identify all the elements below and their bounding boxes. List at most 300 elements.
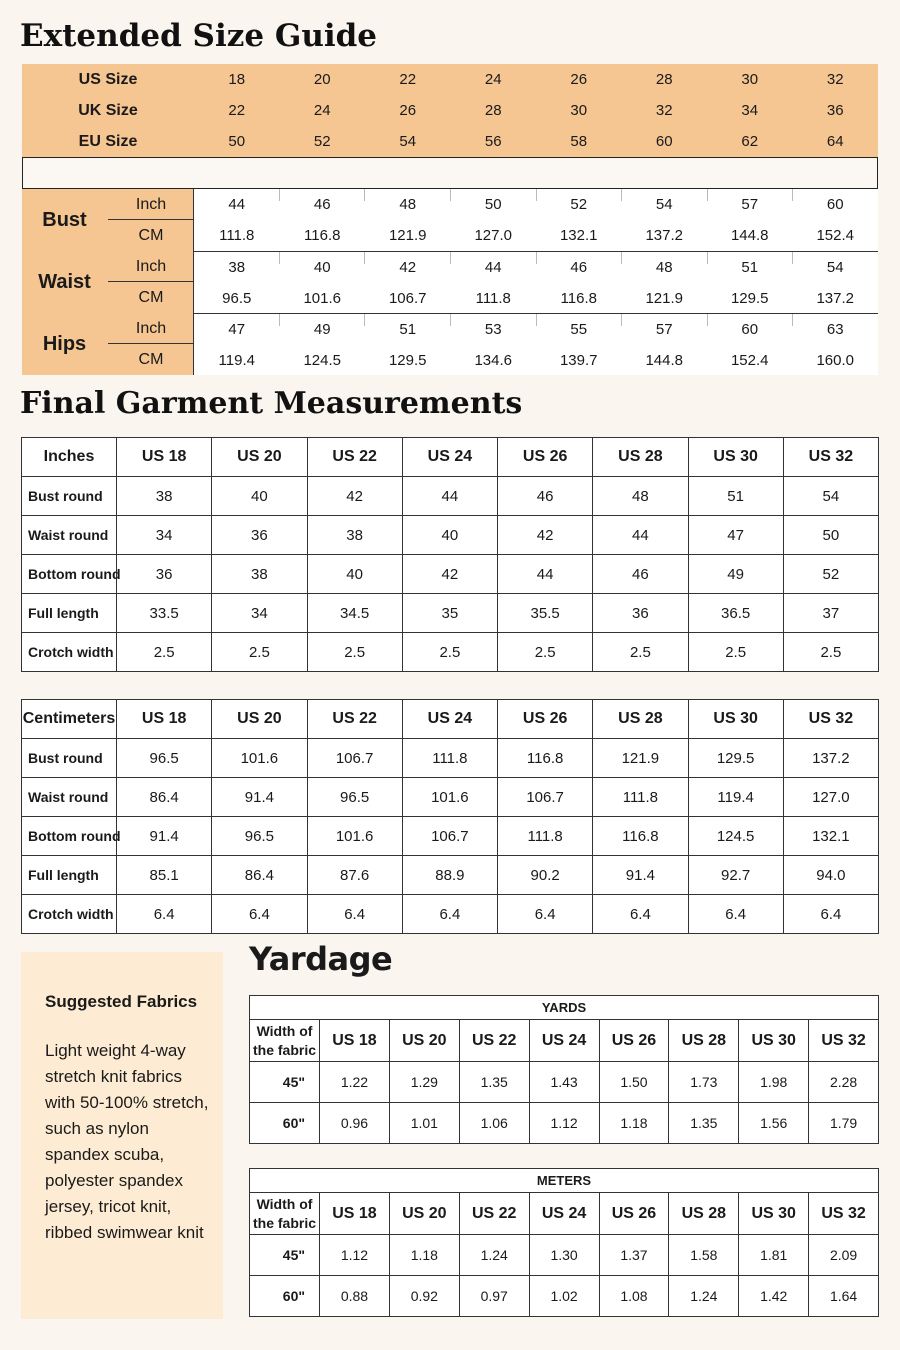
size-system-label: US Size bbox=[78, 70, 138, 88]
unit-label: Inch bbox=[135, 257, 167, 275]
measurement-name: Bust bbox=[42, 208, 87, 231]
size-column-header: US 18 bbox=[117, 438, 212, 477]
measurement-value: 36.5 bbox=[688, 594, 783, 633]
yardage-value: 1.01 bbox=[389, 1103, 459, 1144]
inch-value: 38 bbox=[228, 259, 246, 276]
inch-row bbox=[194, 189, 878, 220]
yardage-value: 0.88 bbox=[320, 1276, 390, 1317]
measurement-value: 35.5 bbox=[498, 594, 593, 633]
suggested-fabrics-text: Light weight 4-way stretch knit fabrics with 50-100% stretch, such as nylon spandex scuba, polyester spandex jersey, tricot knit, ribbed swimwear knit bbox=[45, 1041, 209, 1242]
cm-value: 106.7 bbox=[388, 290, 427, 307]
measurement-value: 46 bbox=[593, 555, 688, 594]
yardage-value: 1.22 bbox=[320, 1062, 390, 1103]
size-value: 30 bbox=[741, 71, 759, 88]
cm-value: 134.6 bbox=[474, 352, 513, 369]
measurement-label: Bottom round bbox=[22, 555, 117, 594]
measurement-label-cell bbox=[22, 189, 194, 251]
size-value: 54 bbox=[399, 133, 417, 150]
cm-value: 139.7 bbox=[559, 352, 598, 369]
measurement-value: 111.8 bbox=[593, 778, 688, 817]
size-column-header: US 30 bbox=[688, 438, 783, 477]
size-value: 28 bbox=[655, 71, 673, 88]
size-column-header: US 18 bbox=[320, 1020, 390, 1062]
yardage-value: 1.43 bbox=[529, 1062, 599, 1103]
caption-row bbox=[250, 1169, 879, 1193]
table-row bbox=[250, 1235, 879, 1276]
table-row bbox=[22, 633, 879, 672]
measurement-values bbox=[194, 189, 878, 251]
measurement-value: 106.7 bbox=[307, 739, 402, 778]
size-value: 22 bbox=[399, 71, 417, 88]
measurement-value: 36 bbox=[117, 555, 212, 594]
measurement-value: 2.5 bbox=[402, 633, 497, 672]
size-value: 26 bbox=[570, 71, 588, 88]
measurement-value: 91.4 bbox=[117, 817, 212, 856]
measurement-value: 36 bbox=[212, 516, 307, 555]
cm-value: 119.4 bbox=[218, 352, 255, 369]
width-label: Width of the fabric bbox=[250, 1193, 320, 1235]
measurement-value: 6.4 bbox=[783, 895, 878, 934]
table-caption: YARDS bbox=[250, 996, 879, 1020]
cm-value: 124.5 bbox=[303, 352, 342, 369]
table-row bbox=[22, 594, 879, 633]
table-row bbox=[22, 856, 879, 895]
measurement-value: 111.8 bbox=[498, 817, 593, 856]
yardage-value: 1.50 bbox=[599, 1062, 669, 1103]
measurement-value: 2.5 bbox=[307, 633, 402, 672]
size-value: 30 bbox=[570, 102, 588, 119]
fabric-width: 45" bbox=[250, 1062, 320, 1103]
measurement-value: 38 bbox=[117, 477, 212, 516]
unit-corner-label: Centimeters bbox=[22, 700, 117, 739]
size-column-header: US 28 bbox=[669, 1193, 739, 1235]
inch-value: 54 bbox=[655, 196, 673, 213]
measurement-label: Waist round bbox=[22, 778, 117, 817]
yardage-value: 1.18 bbox=[389, 1235, 459, 1276]
suggested-fabrics-title: Suggested Fabrics bbox=[45, 992, 198, 1011]
size-value: 64 bbox=[826, 133, 844, 150]
measurement-value: 85.1 bbox=[117, 856, 212, 895]
size-column-header: US 32 bbox=[783, 438, 878, 477]
cm-value: 152.4 bbox=[730, 352, 769, 369]
measurement-value: 94.0 bbox=[783, 856, 878, 895]
size-values bbox=[194, 71, 878, 88]
size-column-header: US 28 bbox=[593, 438, 688, 477]
measurement-value: 96.5 bbox=[307, 778, 402, 817]
cm-value: 96.5 bbox=[222, 290, 252, 307]
cm-value: 129.5 bbox=[730, 290, 769, 307]
inch-value: 44 bbox=[484, 259, 502, 276]
body-measurements bbox=[22, 189, 878, 375]
yardage-value: 1.42 bbox=[739, 1276, 809, 1317]
yardage-yards-table bbox=[249, 995, 879, 1144]
unit-label: Inch bbox=[135, 319, 167, 337]
cm-row bbox=[194, 220, 878, 251]
size-column-header: US 22 bbox=[459, 1193, 529, 1235]
measurement-block bbox=[22, 189, 878, 251]
yardage-value: 2.09 bbox=[809, 1235, 879, 1276]
measurement-label: Full length bbox=[22, 594, 117, 633]
size-header-row bbox=[22, 64, 878, 95]
size-system-label: UK Size bbox=[78, 101, 138, 119]
measurement-value: 44 bbox=[402, 477, 497, 516]
size-values bbox=[194, 102, 878, 119]
measurement-block bbox=[22, 313, 878, 375]
measurement-value: 101.6 bbox=[212, 739, 307, 778]
measurement-value: 2.5 bbox=[593, 633, 688, 672]
measurement-value: 36 bbox=[593, 594, 688, 633]
inch-value: 46 bbox=[313, 196, 331, 213]
width-label: Width of the fabric bbox=[250, 1020, 320, 1062]
size-column-header: US 20 bbox=[389, 1020, 459, 1062]
size-value: 28 bbox=[484, 102, 502, 119]
measurement-value: 42 bbox=[498, 516, 593, 555]
measurement-value: 92.7 bbox=[688, 856, 783, 895]
measurement-values bbox=[194, 313, 878, 375]
measurement-label-cell bbox=[22, 313, 194, 375]
size-value: 62 bbox=[741, 133, 759, 150]
measurement-values bbox=[194, 251, 878, 313]
inch-value: 44 bbox=[228, 196, 246, 213]
measurement-value: 137.2 bbox=[783, 739, 878, 778]
measurement-label: Crotch width bbox=[22, 633, 117, 672]
unit-corner-label: Inches bbox=[22, 438, 117, 477]
measurement-label: Bust round bbox=[22, 477, 117, 516]
yardage-value: 1.35 bbox=[459, 1062, 529, 1103]
size-column-header: US 30 bbox=[739, 1020, 809, 1062]
yardage-meters-table bbox=[249, 1168, 879, 1317]
measurement-value: 37 bbox=[783, 594, 878, 633]
inch-value: 46 bbox=[570, 259, 588, 276]
size-value: 18 bbox=[228, 71, 246, 88]
cm-value: 101.6 bbox=[303, 290, 342, 307]
unit-label: Inch bbox=[135, 195, 167, 213]
size-column-header: US 20 bbox=[212, 438, 307, 477]
inch-value: 40 bbox=[313, 259, 331, 276]
measurement-value: 101.6 bbox=[307, 817, 402, 856]
garment-centimeters-table bbox=[21, 699, 879, 934]
size-values bbox=[194, 133, 878, 150]
yardage-value: 0.96 bbox=[320, 1103, 390, 1144]
header-row bbox=[22, 438, 879, 477]
size-column-header: US 22 bbox=[459, 1020, 529, 1062]
measurement-value: 96.5 bbox=[117, 739, 212, 778]
size-column-header: US 28 bbox=[669, 1020, 739, 1062]
size-column-header: US 26 bbox=[498, 700, 593, 739]
measurement-value: 127.0 bbox=[783, 778, 878, 817]
measurement-value: 40 bbox=[402, 516, 497, 555]
size-column-header: US 22 bbox=[307, 700, 402, 739]
inch-value: 49 bbox=[313, 321, 331, 338]
size-column-header: US 32 bbox=[783, 700, 878, 739]
yardage-value: 1.64 bbox=[809, 1276, 879, 1317]
size-value: 32 bbox=[655, 102, 673, 119]
inch-value: 60 bbox=[741, 321, 759, 338]
yardage-title: Yardage bbox=[249, 940, 393, 978]
measurement-value: 34 bbox=[117, 516, 212, 555]
cm-value: 129.5 bbox=[388, 352, 427, 369]
size-value: 60 bbox=[655, 133, 673, 150]
size-column-header: US 26 bbox=[599, 1020, 669, 1062]
inch-value: 57 bbox=[741, 196, 759, 213]
size-column-header: US 24 bbox=[402, 700, 497, 739]
inch-value: 52 bbox=[570, 196, 588, 213]
inch-value: 63 bbox=[826, 321, 844, 338]
size-system-label: EU Size bbox=[78, 132, 138, 150]
measurement-value: 40 bbox=[212, 477, 307, 516]
cm-value: 137.2 bbox=[816, 290, 855, 307]
table-row bbox=[250, 1276, 879, 1317]
size-column-header: US 18 bbox=[117, 700, 212, 739]
measurement-value: 46 bbox=[498, 477, 593, 516]
measurement-value: 44 bbox=[593, 516, 688, 555]
size-column-header: US 28 bbox=[593, 700, 688, 739]
size-column-header: US 32 bbox=[809, 1020, 879, 1062]
measurement-name: Waist bbox=[38, 270, 91, 293]
cm-value: 116.8 bbox=[304, 227, 341, 244]
measurement-value: 6.4 bbox=[307, 895, 402, 934]
measurement-label: Bust round bbox=[22, 739, 117, 778]
yardage-value: 1.24 bbox=[459, 1235, 529, 1276]
yardage-value: 1.08 bbox=[599, 1276, 669, 1317]
measurement-value: 33.5 bbox=[117, 594, 212, 633]
size-value: 32 bbox=[826, 71, 844, 88]
measurement-value: 86.4 bbox=[117, 778, 212, 817]
yardage-value: 1.98 bbox=[739, 1062, 809, 1103]
measurement-value: 2.5 bbox=[498, 633, 593, 672]
size-column-header: US 20 bbox=[212, 700, 307, 739]
cm-value: 111.8 bbox=[475, 290, 511, 307]
measurement-value: 49 bbox=[688, 555, 783, 594]
inch-row bbox=[194, 252, 878, 283]
cm-value: 144.8 bbox=[730, 227, 769, 244]
cm-row bbox=[194, 283, 878, 314]
table-row bbox=[22, 739, 879, 778]
measurement-value: 86.4 bbox=[212, 856, 307, 895]
fabric-width: 60" bbox=[250, 1103, 320, 1144]
table-row bbox=[22, 778, 879, 817]
measurement-value: 2.5 bbox=[688, 633, 783, 672]
yardage-value: 2.28 bbox=[809, 1062, 879, 1103]
measurement-value: 6.4 bbox=[117, 895, 212, 934]
inch-value: 48 bbox=[399, 196, 417, 213]
size-column-header: US 24 bbox=[529, 1020, 599, 1062]
cm-value: 132.1 bbox=[559, 227, 598, 244]
size-value: 34 bbox=[741, 102, 759, 119]
measurement-value: 6.4 bbox=[212, 895, 307, 934]
garment-title: Final Garment Measurements bbox=[20, 386, 523, 421]
yardage-value: 1.73 bbox=[669, 1062, 739, 1103]
measurement-value: 38 bbox=[212, 555, 307, 594]
unit-label: CM bbox=[138, 288, 164, 306]
measurement-value: 47 bbox=[688, 516, 783, 555]
cm-value: 111.8 bbox=[219, 227, 255, 244]
measurement-value: 129.5 bbox=[688, 739, 783, 778]
size-column-header: US 26 bbox=[498, 438, 593, 477]
yardage-value: 1.02 bbox=[529, 1276, 599, 1317]
size-column-header: US 20 bbox=[389, 1193, 459, 1235]
measurement-value: 116.8 bbox=[593, 817, 688, 856]
measurement-value: 101.6 bbox=[402, 778, 497, 817]
yardage-value: 1.30 bbox=[529, 1235, 599, 1276]
caption-row bbox=[250, 996, 879, 1020]
measurement-value: 91.4 bbox=[593, 856, 688, 895]
measurement-value: 42 bbox=[402, 555, 497, 594]
table-row bbox=[22, 555, 879, 594]
size-column-header: US 30 bbox=[688, 700, 783, 739]
inch-value: 53 bbox=[484, 321, 502, 338]
measurement-value: 2.5 bbox=[117, 633, 212, 672]
measurement-label: Bottom round bbox=[22, 817, 117, 856]
measurement-value: 52 bbox=[783, 555, 878, 594]
measurement-value: 35 bbox=[402, 594, 497, 633]
table-row bbox=[250, 1103, 879, 1144]
measurement-value: 51 bbox=[688, 477, 783, 516]
size-guide-spacer bbox=[22, 157, 878, 189]
table-row bbox=[22, 516, 879, 555]
yardage-value: 1.12 bbox=[320, 1235, 390, 1276]
header-row bbox=[250, 1193, 879, 1235]
size-value: 52 bbox=[313, 133, 331, 150]
cm-value: 121.9 bbox=[388, 227, 427, 244]
header-row bbox=[250, 1020, 879, 1062]
size-guide-table bbox=[22, 64, 878, 375]
size-column-header: US 18 bbox=[320, 1193, 390, 1235]
unit-label: CM bbox=[138, 226, 164, 244]
measurement-label: Crotch width bbox=[22, 895, 117, 934]
table-row bbox=[22, 477, 879, 516]
size-column-header: US 24 bbox=[529, 1193, 599, 1235]
size-column-header: US 22 bbox=[307, 438, 402, 477]
size-column-header: US 32 bbox=[809, 1193, 879, 1235]
inch-value: 57 bbox=[655, 321, 673, 338]
table-row bbox=[250, 1062, 879, 1103]
inch-value: 48 bbox=[655, 259, 673, 276]
measurement-value: 6.4 bbox=[688, 895, 783, 934]
yardage-value: 1.12 bbox=[529, 1103, 599, 1144]
measurement-value: 116.8 bbox=[498, 739, 593, 778]
yardage-value: 0.92 bbox=[389, 1276, 459, 1317]
measurement-value: 111.8 bbox=[402, 739, 497, 778]
measurement-value: 2.5 bbox=[212, 633, 307, 672]
measurement-value: 34.5 bbox=[307, 594, 402, 633]
size-column-header: US 26 bbox=[599, 1193, 669, 1235]
size-value: 56 bbox=[484, 133, 502, 150]
yardage-value: 1.81 bbox=[739, 1235, 809, 1276]
size-value: 20 bbox=[313, 71, 331, 88]
size-value: 58 bbox=[570, 133, 588, 150]
cm-value: 152.4 bbox=[816, 227, 855, 244]
size-value: 50 bbox=[228, 133, 246, 150]
measurement-label-cell bbox=[22, 251, 194, 313]
fabric-width: 60" bbox=[250, 1276, 320, 1317]
inch-value: 55 bbox=[570, 321, 588, 338]
yardage-value: 1.18 bbox=[599, 1103, 669, 1144]
size-header-row bbox=[22, 126, 878, 157]
size-value: 24 bbox=[313, 102, 331, 119]
garment-inches-table bbox=[21, 437, 879, 672]
measurement-value: 124.5 bbox=[688, 817, 783, 856]
table-row bbox=[22, 817, 879, 856]
size-header-row bbox=[22, 95, 878, 126]
cm-value: 121.9 bbox=[645, 290, 684, 307]
cm-value: 160.0 bbox=[816, 352, 855, 369]
size-conversion-header bbox=[22, 64, 878, 157]
table-caption: METERS bbox=[250, 1169, 879, 1193]
measurement-value: 6.4 bbox=[593, 895, 688, 934]
measurement-name: Hips bbox=[42, 332, 87, 355]
measurement-value: 96.5 bbox=[212, 817, 307, 856]
measurement-label: Full length bbox=[22, 856, 117, 895]
measurement-value: 40 bbox=[307, 555, 402, 594]
cm-value: 127.0 bbox=[474, 227, 513, 244]
size-column-header: US 30 bbox=[739, 1193, 809, 1235]
cm-value: 137.2 bbox=[645, 227, 684, 244]
yardage-value: 1.37 bbox=[599, 1235, 669, 1276]
yardage-value: 1.56 bbox=[739, 1103, 809, 1144]
size-value: 24 bbox=[484, 71, 502, 88]
header-row bbox=[22, 700, 879, 739]
measurement-value: 42 bbox=[307, 477, 402, 516]
measurement-value: 90.2 bbox=[498, 856, 593, 895]
inch-value: 47 bbox=[228, 321, 246, 338]
inch-value: 50 bbox=[484, 196, 502, 213]
measurement-value: 106.7 bbox=[498, 778, 593, 817]
yardage-value: 0.97 bbox=[459, 1276, 529, 1317]
size-guide-title: Extended Size Guide bbox=[20, 18, 378, 54]
table-row bbox=[22, 895, 879, 934]
measurement-value: 34 bbox=[212, 594, 307, 633]
measurement-value: 106.7 bbox=[402, 817, 497, 856]
suggested-fabrics-box bbox=[21, 952, 223, 1319]
measurement-value: 44 bbox=[498, 555, 593, 594]
measurement-value: 48 bbox=[593, 477, 688, 516]
inch-value: 54 bbox=[826, 259, 844, 276]
inch-value: 51 bbox=[399, 321, 417, 338]
yardage-value: 1.35 bbox=[669, 1103, 739, 1144]
size-column-header: US 24 bbox=[402, 438, 497, 477]
yardage-value: 1.58 bbox=[669, 1235, 739, 1276]
inch-value: 51 bbox=[741, 259, 759, 276]
measurement-value: 6.4 bbox=[402, 895, 497, 934]
measurement-value: 121.9 bbox=[593, 739, 688, 778]
measurement-value: 50 bbox=[783, 516, 878, 555]
cm-value: 144.8 bbox=[645, 352, 684, 369]
measurement-value: 88.9 bbox=[402, 856, 497, 895]
measurement-value: 2.5 bbox=[783, 633, 878, 672]
measurement-value: 119.4 bbox=[688, 778, 783, 817]
measurement-value: 87.6 bbox=[307, 856, 402, 895]
measurement-block bbox=[22, 251, 878, 313]
measurement-value: 54 bbox=[783, 477, 878, 516]
yardage-value: 1.29 bbox=[389, 1062, 459, 1103]
fabric-width: 45" bbox=[250, 1235, 320, 1276]
yardage-value: 1.06 bbox=[459, 1103, 529, 1144]
inch-row bbox=[194, 314, 878, 345]
cm-value: 116.8 bbox=[560, 290, 597, 307]
measurement-value: 132.1 bbox=[783, 817, 878, 856]
measurement-value: 38 bbox=[307, 516, 402, 555]
cm-row bbox=[194, 345, 878, 376]
yardage-value: 1.24 bbox=[669, 1276, 739, 1317]
unit-label: CM bbox=[138, 350, 164, 368]
measurement-value: 91.4 bbox=[212, 778, 307, 817]
inch-value: 42 bbox=[399, 259, 417, 276]
measurement-value: 6.4 bbox=[498, 895, 593, 934]
yardage-value: 1.79 bbox=[809, 1103, 879, 1144]
measurement-label: Waist round bbox=[22, 516, 117, 555]
size-value: 26 bbox=[399, 102, 417, 119]
